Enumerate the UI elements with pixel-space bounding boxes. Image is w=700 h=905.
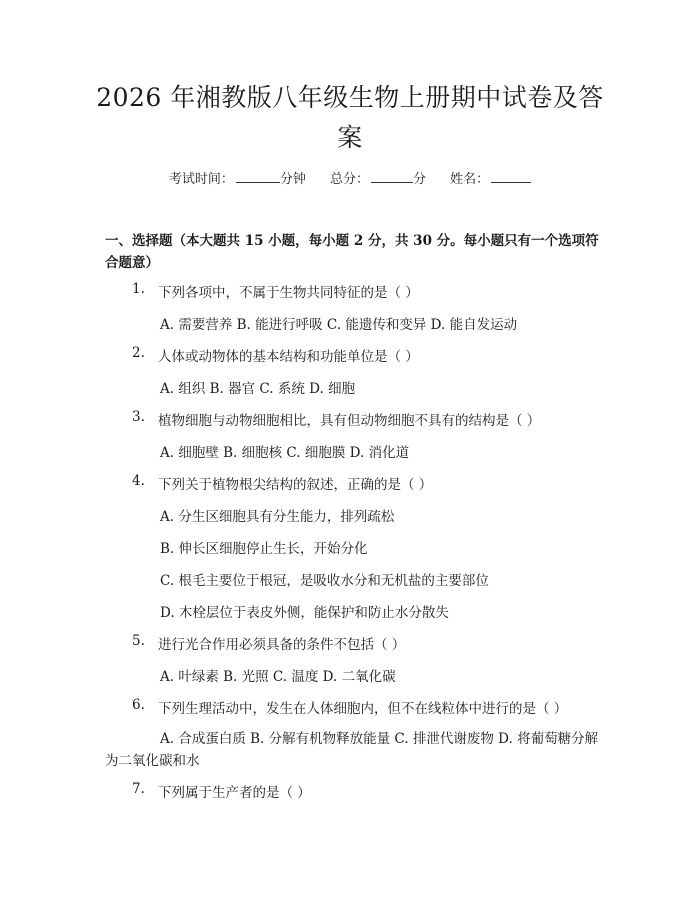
question-3-options: A. 细胞壁 B. 细胞核 C. 细胞膜 D. 消化道 bbox=[160, 445, 410, 461]
question-6-options: A. 合成蛋白质 B. 分解有机物释放能量 C. 排泄代谢废物 D. 将葡萄糖分解为二氧化碳和水 bbox=[105, 731, 599, 769]
question-text: 植物细胞与动物细胞相比，具有但动物细胞不具有的结构是（ ） bbox=[158, 413, 541, 429]
question-text: 人体或动物体的基本结构和功能单位是（ ） bbox=[158, 349, 419, 365]
question-4-option-d: D. 木栓层位于表皮外侧，能保护和防止水分散失 bbox=[160, 605, 449, 621]
total-score-label: 总分： bbox=[329, 172, 369, 187]
question-5-options: A. 叶绿素 B. 光照 C. 温度 D. 二氧化碳 bbox=[160, 669, 396, 685]
question-text: 下列生理活动中，发生在人体细胞内，但不在线粒体中进行的是（ ） bbox=[158, 701, 568, 717]
question-4-option-a: A. 分生区细胞具有分生能力，排列疏松 bbox=[160, 509, 395, 525]
exam-time-label: 考试时间： bbox=[168, 172, 234, 187]
name-field bbox=[450, 172, 531, 187]
exam-time-field bbox=[169, 172, 310, 187]
exam-time-blank bbox=[236, 170, 280, 183]
question-number: 2. bbox=[132, 345, 145, 361]
question-4-option-b: B. 伸长区细胞停止生长，开始分化 bbox=[160, 541, 368, 557]
question-number: 4. bbox=[132, 473, 145, 489]
question-number: 1. bbox=[132, 281, 145, 297]
total-score-field bbox=[330, 172, 430, 187]
question-1-options: A. 需要营养 B. 能进行呼吸 C. 能遗传和变异 D. 能自发运动 bbox=[160, 317, 518, 333]
name-label: 姓名： bbox=[450, 172, 490, 187]
name-blank bbox=[491, 170, 531, 183]
page-title: 2026 年湘教版八年级生物上册期中试卷及答案 bbox=[96, 83, 604, 152]
section-heading: 一、选择题（本大题共 15 小题，每小题 2 分，共 30 分。每小题只有一个选项符合题意） bbox=[105, 233, 599, 271]
question-text: 下列各项中，不属于生物共同特征的是（ ） bbox=[158, 285, 419, 301]
total-score-blank bbox=[371, 170, 413, 183]
question-number: 3. bbox=[132, 409, 145, 425]
question-text: 下列关于植物根尖结构的叙述，正确的是（ ） bbox=[158, 477, 433, 493]
total-score-unit: 分 bbox=[413, 172, 427, 187]
question-number: 5. bbox=[132, 633, 145, 649]
question-number: 6. bbox=[132, 697, 145, 713]
question-4-option-c: C. 根毛主要位于根冠，是吸收水分和无机盐的主要部位 bbox=[160, 573, 489, 589]
exam-time-unit: 分钟 bbox=[279, 172, 306, 187]
exam-info-line bbox=[0, 168, 700, 187]
question-number: 7. bbox=[132, 781, 145, 797]
question-text: 下列属于生产者的是（ ） bbox=[158, 785, 311, 801]
question-2-options: A. 组织 B. 器官 C. 系统 D. 细胞 bbox=[160, 381, 356, 397]
question-text: 进行光合作用必须具备的条件不包括（ ） bbox=[158, 637, 406, 653]
